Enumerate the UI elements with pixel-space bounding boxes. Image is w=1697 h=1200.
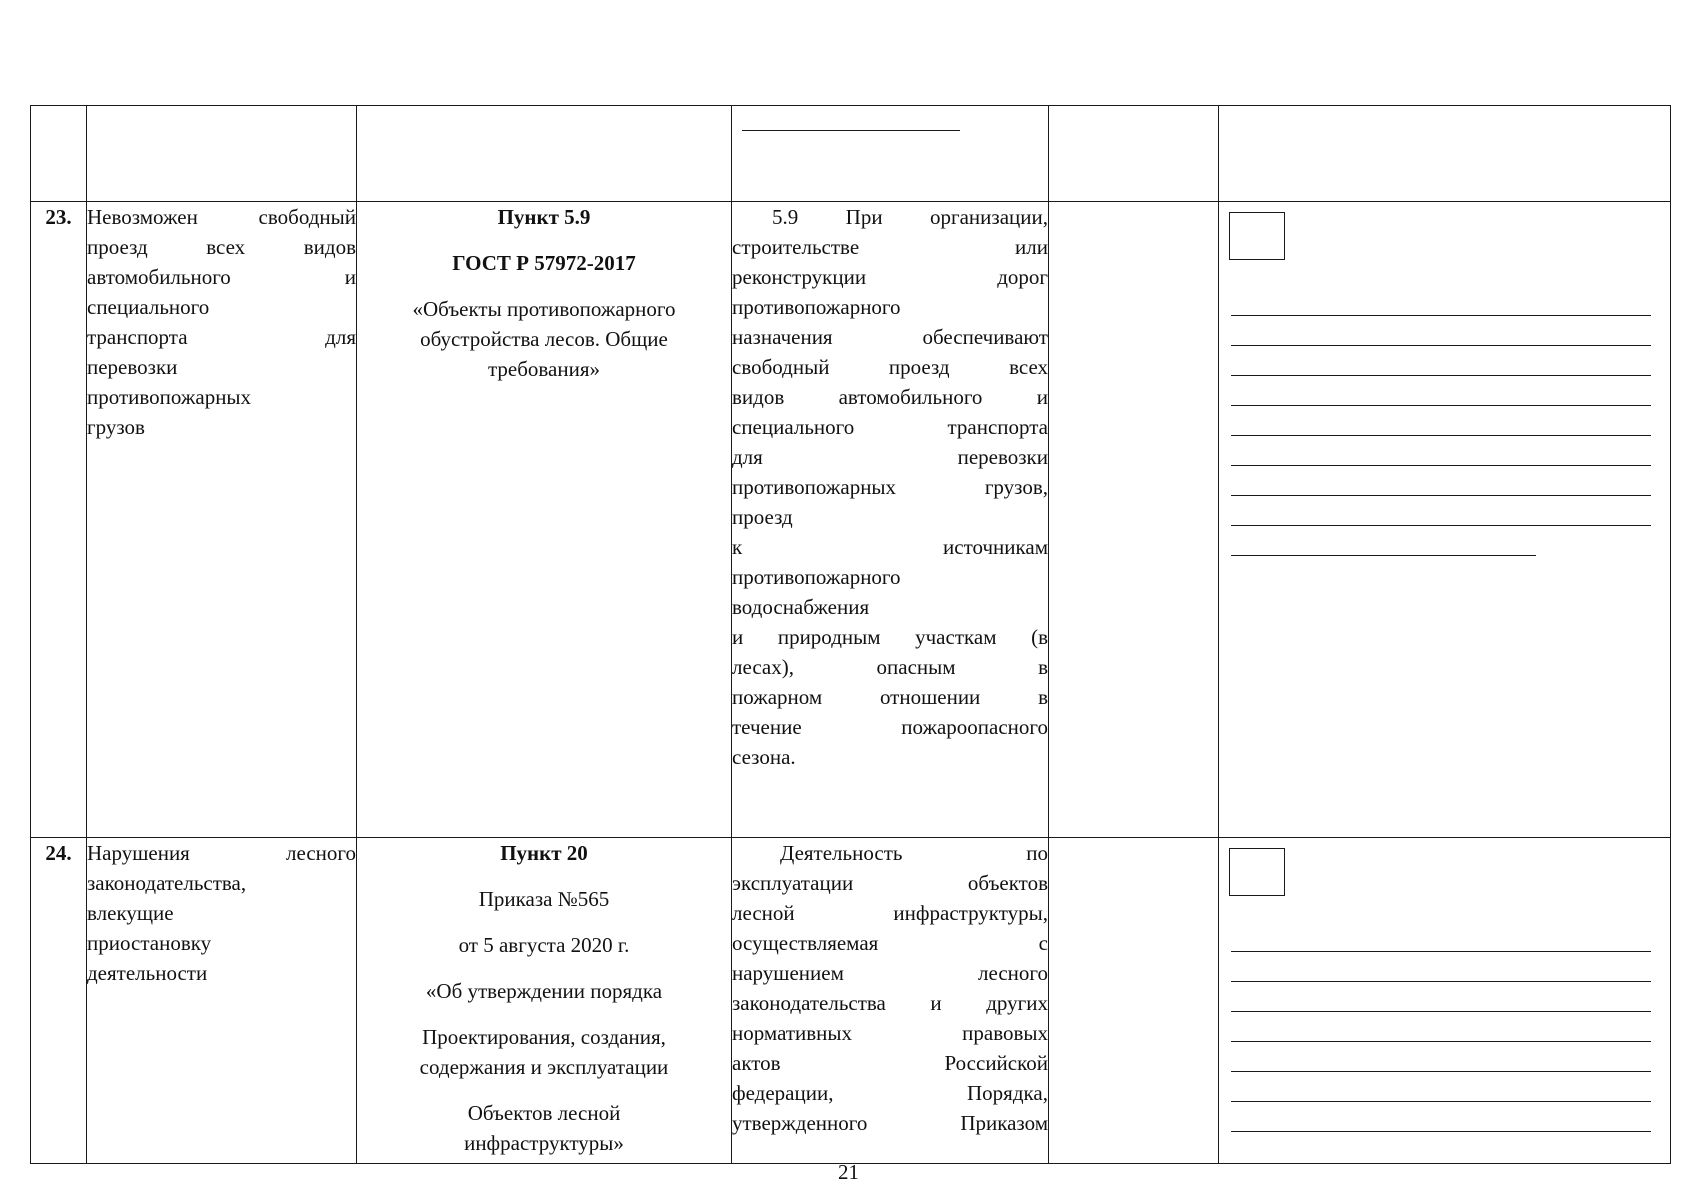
table-row (31, 202, 1671, 838)
reference-title-line: требования» (487, 357, 601, 381)
reference-title-line: «Объекты противопожарного (412, 297, 676, 321)
text-line: пожарном отношении в (732, 685, 1048, 709)
text-line: проезд (732, 505, 793, 529)
cell-reference (357, 106, 732, 202)
text-line: для перевозки (732, 445, 1048, 469)
text-line: утвержденного Приказом (732, 1111, 1048, 1135)
row-number: 24. (31, 838, 87, 1164)
text-line: течение пожароопасного (732, 715, 1048, 739)
text-line: 5.9 При организации, (772, 205, 1048, 229)
text-line: деятельности (87, 961, 208, 985)
text-line: осуществляемая с (732, 931, 1048, 955)
text-line: противопожарных грузов, (732, 475, 1048, 499)
reference-item: Пункт 5.9 (497, 205, 591, 229)
text-line: законодательства и других (732, 991, 1048, 1015)
text-line: Нарушения лесного (87, 841, 356, 865)
text-line: специального (87, 295, 210, 319)
cell-answer[interactable] (1049, 202, 1219, 838)
text-line: нормативных правовых (732, 1021, 1048, 1045)
text-line: влекущие (87, 901, 174, 925)
cell-notes (1219, 838, 1671, 1164)
text-line: приостановку (87, 931, 212, 955)
text-line: видов автомобильного и (732, 385, 1048, 409)
table-row (31, 838, 1671, 1164)
text-line: перевозки (87, 355, 178, 379)
fill-line[interactable] (1231, 1041, 1651, 1042)
fill-line[interactable] (1231, 315, 1651, 316)
fill-line[interactable] (1231, 495, 1651, 496)
row-number: 23. (31, 202, 87, 838)
fill-line[interactable] (1231, 981, 1651, 982)
reference-title-line: содержания и эксплуатации (419, 1055, 669, 1079)
reference-title-line: обустройства лесов. Общие (420, 327, 668, 351)
text-line: сезона. (732, 745, 796, 769)
text-line: федерации, Порядка, (732, 1081, 1048, 1105)
fill-line[interactable] (1231, 1131, 1651, 1132)
text-line: строительстве или (732, 235, 1048, 259)
fill-line[interactable] (1231, 1011, 1651, 1012)
cell-notes (1219, 106, 1671, 202)
checkbox[interactable] (1229, 212, 1285, 260)
text-line: грузов (87, 415, 145, 439)
text-line: к источникам (732, 535, 1048, 559)
violation-text (87, 838, 357, 1164)
violation-text (87, 202, 357, 838)
text-line: транспорта для (87, 325, 356, 349)
text-line: противопожарного (732, 565, 901, 589)
fill-line[interactable] (1231, 345, 1651, 346)
cell-number (31, 106, 87, 202)
reference-item: Пункт 20 (500, 841, 588, 865)
text-line: лесной инфраструктуры, (732, 901, 1048, 925)
cell-notes (1219, 202, 1671, 838)
requirement-text (732, 838, 1049, 1164)
text-line: автомобильного и (87, 265, 356, 289)
fill-line[interactable] (1231, 435, 1651, 436)
fill-line[interactable] (1231, 1101, 1651, 1102)
fill-line[interactable] (1231, 951, 1651, 952)
table-row-continuation (31, 106, 1671, 202)
cell-answer[interactable] (1049, 838, 1219, 1164)
text-line: противопожарного (732, 295, 901, 319)
reference-date: от 5 августа 2020 г. (458, 933, 630, 957)
reference-standard: ГОСТ Р 57972-2017 (452, 251, 636, 275)
cell-answer (1049, 106, 1219, 202)
text-line: специального транспорта (732, 415, 1048, 439)
text-line: противопожарных (87, 385, 252, 409)
text-line: реконструкции дорог (732, 265, 1048, 289)
checklist-table (30, 105, 1671, 1164)
text-line: назначения обеспечивают (732, 325, 1048, 349)
fill-line[interactable] (1231, 525, 1651, 526)
cell-violation (87, 106, 357, 202)
text-line: нарушением лесного (732, 961, 1048, 985)
page-number: 21 (838, 1160, 859, 1184)
text-line: свободный проезд всех (732, 355, 1048, 379)
requirement-text (732, 202, 1049, 838)
reference-title-line: Объектов лесной (467, 1101, 621, 1125)
text-line: Деятельность по (780, 841, 1048, 865)
text-line: и природным участкам (в (732, 625, 1048, 649)
cell-requirement (732, 106, 1049, 202)
legal-reference (357, 838, 732, 1164)
fill-line[interactable] (1231, 465, 1651, 466)
reference-title-line: «Об утверждении порядка (425, 979, 663, 1003)
reference-order: Приказа №565 (478, 887, 610, 911)
blank-line (742, 130, 960, 131)
fill-line[interactable] (1231, 375, 1651, 376)
text-line: актов Российской (732, 1051, 1048, 1075)
text-line: Невозможен свободный (87, 205, 356, 229)
text-line: законодательства, (87, 871, 247, 895)
legal-reference (357, 202, 732, 838)
fill-line[interactable] (1231, 1071, 1651, 1072)
fill-line[interactable] (1231, 555, 1536, 556)
text-line: проезд всех видов (87, 235, 356, 259)
text-line: лесах), опасным в (732, 655, 1048, 679)
reference-title-line: инфраструктуры» (464, 1131, 624, 1155)
fill-line[interactable] (1231, 405, 1651, 406)
text-line: эксплуатации объектов (732, 871, 1048, 895)
reference-title-line: Проектирования, создания, (422, 1025, 666, 1049)
checkbox[interactable] (1229, 848, 1285, 896)
text-line: водоснабжения (732, 595, 870, 619)
